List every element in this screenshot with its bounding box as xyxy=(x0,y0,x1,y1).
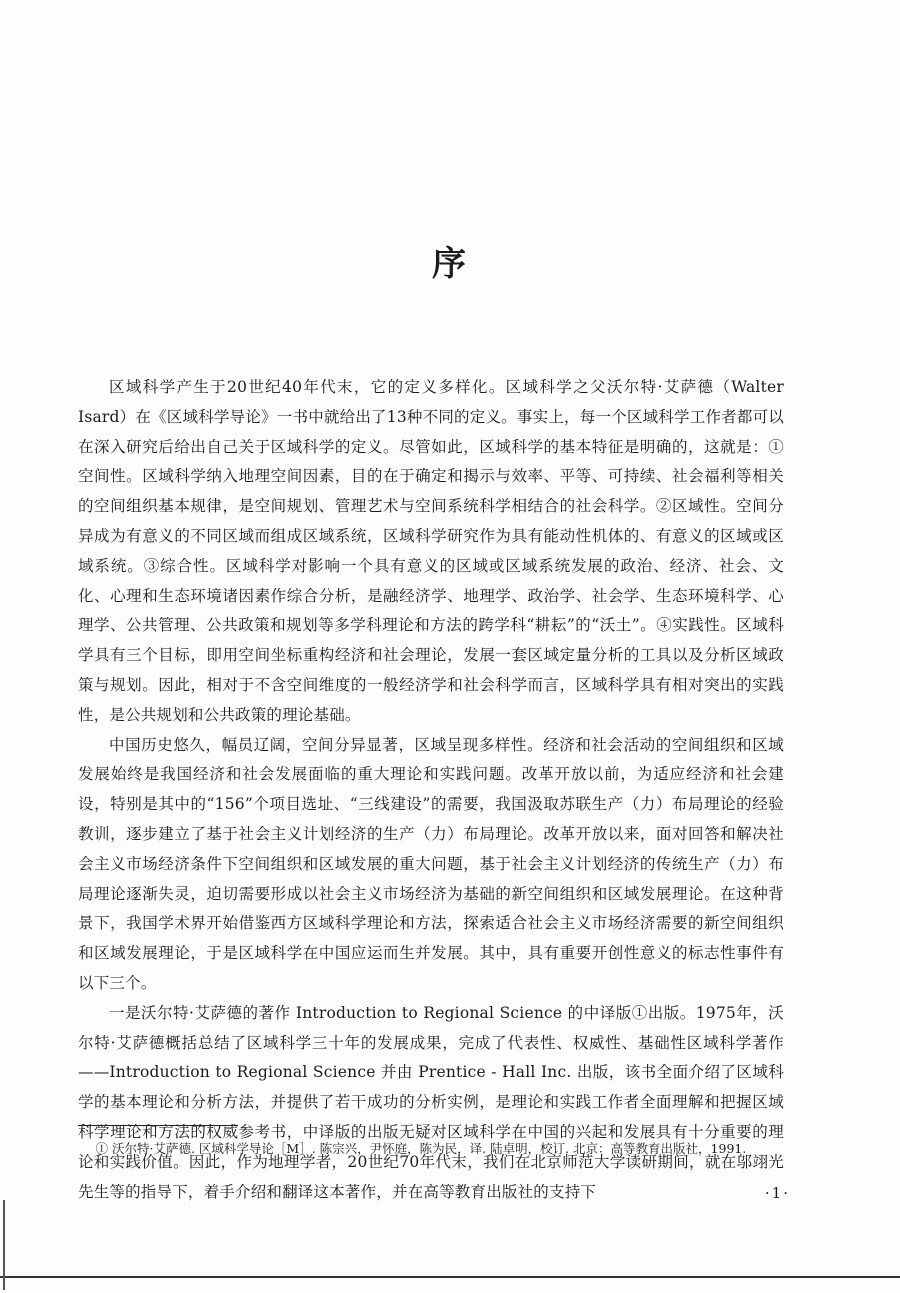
footnote: ① 沃尔特·艾萨德. 区域科学导论［M］. 陈宗兴，尹怀庭，陈为民，译. 陆卓明，校订. 北京：高等教育出版社，1991. xyxy=(95,1141,747,1156)
page-number: ·1· xyxy=(764,1184,790,1202)
footnote-divider xyxy=(78,1125,238,1126)
paragraph-2: 中国历史悠久，幅员辽阔，空间分异显著，区域呈现多样性。经济和社会活动的空间组织和区域发展始终是我国经济和社会发展面临的重大理论和实践问题。改革开放以前，为适应经济和社会建设，特别是其中的“156”个项目选址、“三线建设”的需要，我国汲取苏联生产（力）布局理论的经验教训，逐步建立了基于社会主义计划经济的生产（力）布局理论。改革开放以来，面对回答和解决社会主义市场经济条件下空间组织和区域发展的重大问题，基于社会主义计划经济的传统生产（力）布局理论逐渐失灵，迫切需要形成以社会主义市场经济为基础的新空间组织和区域发展理论。在这种背景下，我国学术界开始借鉴西方区域科学理论和方法，探索适合社会主义市场经济需要的新空间组织和区域发展理论，于是区域科学在中国应运而生并发展。其中，具有重要开创性意义的标志性事件有以下三个。 xyxy=(78,735,784,992)
scan-edge-bottom xyxy=(0,1276,900,1278)
paragraph-1: 区域科学产生于20世纪40年代末，它的定义多样化。区域科学之父沃尔特·艾萨德（Walter Isard）在《区域科学导论》一书中就给出了13种不同的定义。事实上，每一个区域科学工作者都可以在深入研究后给出自己关于区域科学的定义。尽管如此，区域科学的基本特征是明确的，这就是：①空间性。区域科学纳入地理空间因素，目的在于确定和揭示与效率、平等、可持续、社会福利等相关的空间组织基本规律，是空间规划、管理艺术与空间系统科学相结合的社会科学。②区域性。空间分异成为有意义的不同区域而组成区域系统，区域科学研究作为具有能动性机体的、有意义的区域或区域系统。③综合性。区域科学对影响一个具有意义的区域或区域系统发展的政治、经济、社会、文化、心理和生态环境诸因素作综合分析，是融经济学、地理学、政治学、社会学、生态环境科学、心理学、公共管理、公共政策和规划等多学科理论和方法的跨学科“耕耘”的“沃土”。④实践性。区域科学具有三个目标，即用空间坐标重构经济和社会理论，发展一套区域定量分析的工具以及分析区域政策与规划。因此，相对于不含空间维度的一般经济学和社会科学而言，区域科学具有相对突出的实践性，是公共规划和公共政策的理论基础。 xyxy=(78,378,784,724)
paragraph-3: 一是沃尔特·艾萨德的著作 Introduction to Regional Science 的中译版①出版。1975年，沃尔特·艾萨德概括总结了区域科学三十年的发展成果，完成了代表性、权威性、基础性区域科学著作——Introduction to Regional Science 并由 Prentice - Hall Inc. 出版，该书全面介绍了区域科学的基本理论和分析方法，并提供了若干成功的分析实例，是理论和实践工作者全面理解和把握区域科学理论和方法的权威参考书，中译版的出版无疑对区域科学在中国的兴起和发展具有十分重要的理论和实践价值。因此，作为地理学者，20世纪70年代末，我们在北京师范大学读研期间，就在邬翊光先生等的指导下，着手介绍和翻译这本著作，并在高等教育出版社的支持下 xyxy=(78,1003,784,1201)
scan-edge-left xyxy=(3,1200,5,1290)
body-text xyxy=(78,373,784,1207)
page-title: 序 xyxy=(432,244,468,284)
